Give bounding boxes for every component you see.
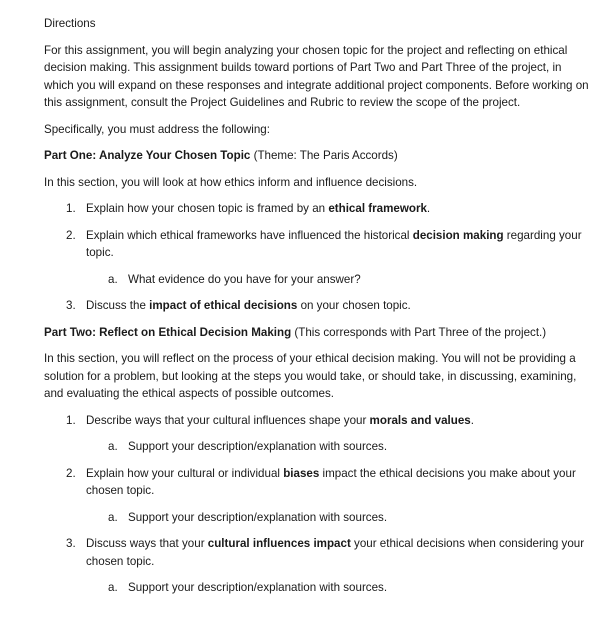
part-two-item-2 bbox=[44, 465, 594, 500]
list-number: 3. bbox=[66, 299, 76, 312]
part-two-item-2-sub-a bbox=[44, 509, 594, 527]
intro-paragraph: For this assignment, you will begin analyzing your chosen topic for the project and reflecting on ethical decision making. This assignment builds toward portions of Part Two and Part Three of the project, in which you will expand on these responses and integrate additional project components. Before working on this assignment, consult the Project Guidelines and Rubric to review the scope of the project. bbox=[44, 43, 589, 109]
key-term: ethical framework bbox=[328, 202, 427, 215]
list-item-text: Explain how your chosen topic is framed by an ethical framework. bbox=[86, 202, 431, 215]
specifically-paragraph: Specifically, you must address the following: bbox=[44, 122, 270, 136]
part-one-description: In this section, you will look at how ethics inform and influence decisions. bbox=[44, 175, 418, 189]
list-item-text: Explain how your cultural or individual biases impact the ethical decisions you make about your chosen topic. bbox=[86, 466, 576, 497]
sub-list-text: Support your description/explanation with sources. bbox=[128, 440, 388, 453]
key-term: morals and values bbox=[369, 413, 471, 427]
document-body bbox=[44, 15, 594, 606]
list-number: 1. bbox=[66, 413, 76, 427]
part-two-item-1 bbox=[44, 412, 594, 430]
sub-list-text: Support your description/explanation with sources. bbox=[128, 581, 388, 594]
sub-list-letter: a. bbox=[108, 581, 118, 594]
key-term: cultural influences impact bbox=[207, 537, 351, 550]
sub-list-letter: a. bbox=[108, 272, 118, 286]
sub-list-text: Support your description/explanation with sources. bbox=[128, 510, 388, 524]
list-number: 3. bbox=[66, 537, 76, 550]
sub-list-letter: a. bbox=[108, 510, 118, 524]
part-two-list bbox=[44, 412, 594, 597]
list-number: 1. bbox=[66, 202, 76, 215]
part-two-title bbox=[44, 324, 594, 342]
part-one-item-2-sub-a bbox=[44, 271, 594, 289]
sub-list-letter: a. bbox=[108, 440, 118, 453]
part-two-note: (This corresponds with Part Three of the project.) bbox=[291, 325, 547, 339]
part-one-item-1 bbox=[44, 200, 594, 218]
part-two-item-1-sub-a bbox=[44, 438, 594, 456]
list-item-text: Explain which ethical frameworks have influenced the historical decision making regarding your topic. bbox=[86, 228, 582, 259]
list-item-text: Describe ways that your cultural influences shape your morals and values. bbox=[86, 413, 474, 427]
part-one-item-3 bbox=[44, 297, 594, 315]
part-one-title-bold: Part One: Analyze Your Chosen Topic bbox=[44, 149, 251, 162]
part-one-list bbox=[44, 200, 594, 315]
part-two-item-3 bbox=[44, 535, 594, 570]
part-two-title-bold: Part Two: Reflect on Ethical Decision Making bbox=[44, 325, 292, 339]
part-two-item-3-sub-a bbox=[44, 579, 594, 597]
list-number: 2. bbox=[66, 228, 76, 242]
part-one-theme-note: (Theme: The Paris Accords) bbox=[250, 149, 398, 162]
part-one-title bbox=[44, 147, 594, 165]
key-term: decision making bbox=[412, 228, 504, 242]
list-item-text: Discuss ways that your cultural influences impact your ethical decisions when considering your chosen topic. bbox=[86, 537, 585, 568]
part-one-item-2 bbox=[44, 227, 594, 262]
key-term: biases bbox=[283, 466, 320, 480]
part-two-description: In this section, you will reflect on the process of your ethical decision making. You will not be providing a solution for a problem, but looking at the steps you would take, or should take, in discussing, examining, and evaluating the ethical aspects of possible outcomes. bbox=[44, 352, 577, 400]
sub-list-text: What evidence do you have for your answer? bbox=[128, 272, 361, 286]
list-item-text: Discuss the impact of ethical decisions on your chosen topic. bbox=[86, 299, 411, 312]
directions-heading: Directions bbox=[44, 17, 96, 30]
list-number: 2. bbox=[66, 466, 76, 480]
key-term: impact of ethical decisions bbox=[149, 299, 298, 312]
